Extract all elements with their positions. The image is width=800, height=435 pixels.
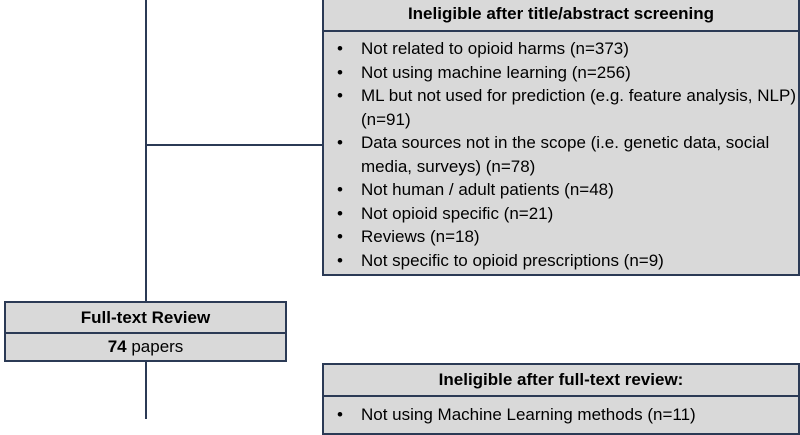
list-item: • Not using machine learning (n=256) [324,61,798,85]
exclusion-top-reasons [324,37,798,272]
exclusion-bottom-reasons [324,403,798,427]
exclusion-bottom-title [322,363,800,397]
branch-line-top [145,144,322,146]
list-item: • Reviews (n=18) [324,225,798,249]
list-item: • ML but not used for prediction (e.g. feature analysis, NLP) (n=91) [324,84,798,131]
exclusion-top-title-text: Ineligible after title/abstract screening [407,4,715,23]
list-item: • Not specific to opioid prescriptions (n=9) [324,249,798,273]
exclusion-top-list [322,30,800,276]
list-item: • Not related to opioid harms (n=373) [324,37,798,61]
list-item: • Not opioid specific (n=21) [324,202,798,226]
exclusion-bottom-title-text: Ineligible after full-text review: [438,370,684,389]
main-flow-line-top [145,0,147,301]
list-item: • Not human / adult patients (n=48) [324,178,798,202]
paper-count: 74 papers [107,337,184,356]
full-text-review-title [4,301,287,334]
exclusion-bottom-list [322,395,800,435]
full-text-review-count-box [4,332,287,362]
list-item: • Not using Machine Learning methods (n=11) [324,403,798,427]
list-item: • Data sources not in the scope (i.e. genetic data, social media, surveys) (n=78) [324,131,798,178]
exclusion-top-title [322,0,800,32]
full-text-review-title-text: Full-text Review [80,307,211,327]
main-flow-line-bottom [145,360,147,419]
